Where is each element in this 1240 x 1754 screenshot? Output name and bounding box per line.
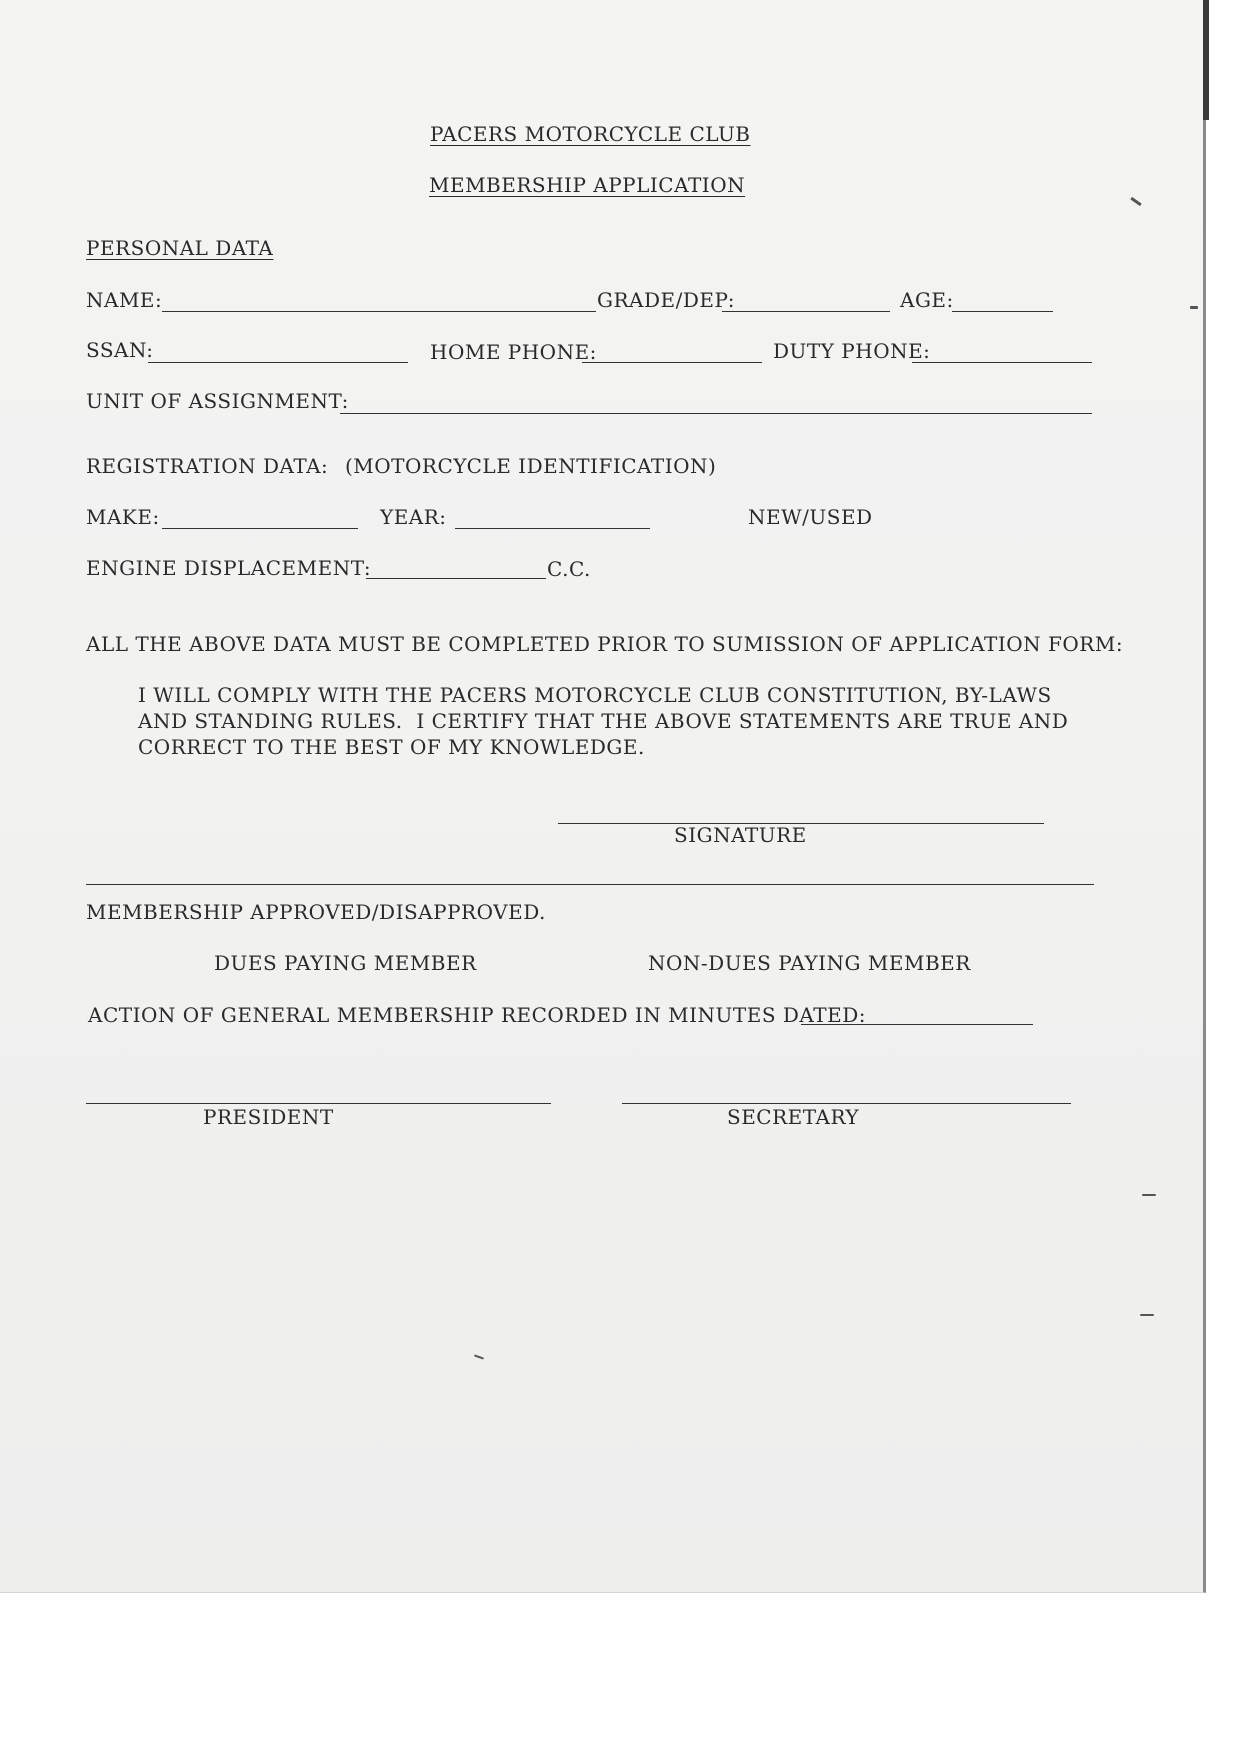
certification-line-2: AND STANDING RULES. I CERTIFY THAT THE ABOVE STATEMENTS ARE TRUE AND <box>138 709 1069 733</box>
cc-unit: C.C. <box>547 557 591 581</box>
age-field[interactable] <box>952 311 1053 312</box>
secretary-signature-field[interactable] <box>622 1103 1071 1104</box>
year-label: YEAR: <box>380 505 447 529</box>
president-signature-field[interactable] <box>86 1103 551 1104</box>
registration-note: (MOTORCYCLE IDENTIFICATION) <box>345 454 717 478</box>
scan-speck <box>1142 1194 1156 1196</box>
year-field[interactable] <box>455 528 650 529</box>
certification-line-1: I WILL COMPLY WITH THE PACERS MOTORCYCLE CLUB CONSTITUTION, BY-LAWS <box>138 683 1052 707</box>
minutes-date-field[interactable] <box>801 1024 1033 1025</box>
club-name: PACERS MOTORCYCLE CLUB <box>430 122 751 146</box>
secretary-label: SECRETARY <box>727 1105 860 1129</box>
scan-speck <box>1190 306 1198 309</box>
registration-heading: REGISTRATION DATA: <box>86 454 329 478</box>
make-label: MAKE: <box>86 505 160 529</box>
non-dues-paying-option[interactable]: NON-DUES PAYING MEMBER <box>648 951 971 975</box>
home-phone-field[interactable] <box>582 362 762 363</box>
unit-label: UNIT OF ASSIGNMENT: <box>86 389 349 413</box>
form-title: MEMBERSHIP APPLICATION <box>429 173 746 197</box>
president-label: PRESIDENT <box>203 1105 334 1129</box>
name-field[interactable] <box>162 311 596 312</box>
grade-label: GRADE/DEP: <box>597 288 735 312</box>
approval-status-label[interactable]: MEMBERSHIP APPROVED/DISAPPROVED. <box>86 900 546 924</box>
page-edge-shadow <box>1203 0 1209 120</box>
duty-phone-label: DUTY PHONE: <box>773 339 931 363</box>
ssan-label: SSAN: <box>86 338 154 362</box>
make-field[interactable] <box>162 528 358 529</box>
engine-field[interactable] <box>366 578 546 579</box>
home-phone-label: HOME PHONE: <box>430 340 597 364</box>
name-label: NAME: <box>86 288 163 312</box>
minutes-action-label: ACTION OF GENERAL MEMBERSHIP RECORDED IN MINUTES DATED: <box>88 1003 866 1027</box>
ssan-field[interactable] <box>148 362 408 363</box>
signature-label: SIGNATURE <box>674 823 807 847</box>
unit-field[interactable] <box>340 413 1092 414</box>
scan-speck <box>1140 1314 1154 1316</box>
grade-field[interactable] <box>722 311 890 312</box>
new-used-option[interactable]: NEW/USED <box>748 505 873 529</box>
age-label: AGE: <box>900 288 954 312</box>
section-divider <box>86 884 1094 885</box>
engine-label: ENGINE DISPLACEMENT: <box>86 556 372 580</box>
certification-line-3: CORRECT TO THE BEST OF MY KNOWLEDGE. <box>138 735 645 759</box>
completion-notice: ALL THE ABOVE DATA MUST BE COMPLETED PRIOR TO SUMISSION OF APPLICATION FORM: <box>86 632 1124 656</box>
dues-paying-option[interactable]: DUES PAYING MEMBER <box>214 951 477 975</box>
personal-data-heading: PERSONAL DATA <box>86 236 274 260</box>
duty-phone-field[interactable] <box>912 362 1092 363</box>
